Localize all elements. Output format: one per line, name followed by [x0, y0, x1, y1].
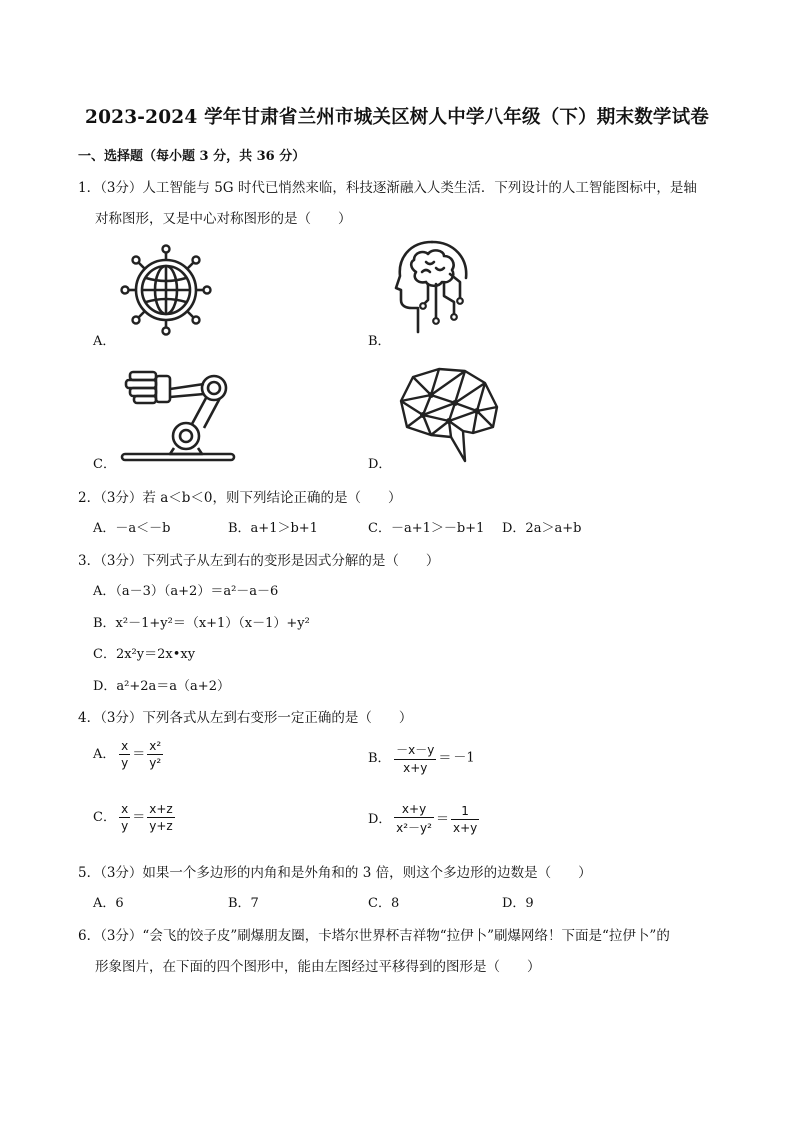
q4-option-a: A． $\frac{x}{y}$ ＝ $\frac{\text{x²}}{\text{y²}}$: [93, 739, 162, 770]
q4-d-fraction-right: $\frac{1}{x+y}$: [452, 803, 478, 835]
globe-virus-icon: [120, 244, 212, 336]
q5-option-a: A．6: [93, 896, 124, 911]
q5-option-b: B．7: [228, 896, 259, 911]
q5-stem: 5．（3分）如果一个多边形的内角和是外角和的 3 倍，则这个多边形的边数是（ ）: [78, 865, 592, 881]
q4-stem: 4．（3分）下列各式从左到右变形一定正确的是（ ）: [78, 710, 413, 726]
q2-option-c: C．－a+1＞－b+1: [368, 521, 485, 536]
q3-option-a: A．（a－3）（a+2）＝a²－a－6: [93, 584, 279, 599]
q4-a-fraction-left: $\frac{x}{y}$: [121, 739, 129, 770]
q4-option-b-label: B．: [368, 750, 391, 766]
q2-option-b: B．a+1＞b+1: [228, 521, 318, 536]
q1-option-a: A．: [93, 334, 116, 349]
q3-option-d: D．a²+2a＝a（a+2）: [93, 679, 230, 694]
q3-option-c: C．2x²y＝2x•xy: [93, 647, 196, 662]
page-title: 2023-2024 学年甘肃省兰州市城关区树人中学八年级（下）期末数学试卷: [85, 107, 709, 128]
q4-c-fraction-right: $\frac{x+z}{y+z}$: [149, 802, 173, 833]
q6-stem-line1: 6．（3分）“会飞的饺子皮”刷爆朋友圈，卡塔尔世界杯吉祥物“拉伊卜”刷爆网络！下面是“拉伊卜”的: [78, 928, 670, 944]
section-heading: 一、选择题（每小题 3 分，共 36 分）: [78, 149, 306, 164]
q3-stem: 3．（3分）下列式子从左到右的变形是因式分解的是（ ）: [78, 553, 440, 569]
q4-option-b: B． $\frac{-x-y}{x+y}$ ＝ －1: [368, 743, 475, 775]
q4-d-fraction-left: $\frac{x+y}{\text{x²－y²}}$: [396, 802, 432, 835]
q4-b-fraction: $\frac{-x-y}{x+y}$: [396, 743, 435, 775]
q5-option-c: C．8: [368, 896, 400, 911]
q1-stem-line1: 1．（3分）人工智能与 5G 时代已悄然来临，科技逐渐融入人类生活．下列设计的人工智能图标中，是轴: [78, 180, 697, 196]
q4-b-rhs: －1: [453, 750, 475, 766]
q6-stem-line2: 形象图片，在下面的四个图形中，能由左图经过平移得到的图形是（ ）: [95, 959, 541, 975]
q4-option-d-label: D．: [368, 811, 392, 827]
q1-stem-line2: 对称图形，又是中心对称图形的是（ ）: [95, 211, 352, 227]
robot-arm-icon: [118, 366, 238, 464]
polygon-brain-icon: [393, 365, 501, 463]
q1-option-d: D．: [368, 457, 392, 472]
q4-option-d: D． $\frac{x+y}{\text{x²－y²}}$ ＝ $\frac{1}{x+y}$: [368, 802, 478, 835]
q1-option-c: C．: [93, 457, 116, 472]
q2-stem: 2．（3分）若 a＜b＜0，则下列结论正确的是（ ）: [78, 490, 402, 506]
q2-option-d: D．2a＞a+b: [502, 521, 582, 536]
q3-option-b: B．x²－1+y²＝（x+1）（x－1）+y²: [93, 616, 310, 631]
q4-c-fraction-left: $\frac{x}{y}$: [121, 802, 129, 833]
head-circuit-icon: [392, 238, 472, 338]
q5-option-d: D．9: [502, 896, 534, 911]
q4-option-c: C． $\frac{x}{y}$ ＝ $\frac{x+z}{y+z}$: [93, 802, 173, 833]
q1-option-b: B．: [368, 334, 391, 349]
q2-option-a: A．－a＜－b: [93, 521, 171, 536]
q4-a-fraction-right: $\frac{\text{x²}}{\text{y²}}$: [149, 739, 162, 770]
q4-option-a-label: A．: [93, 747, 116, 762]
q4-option-c-label: C．: [93, 810, 116, 825]
